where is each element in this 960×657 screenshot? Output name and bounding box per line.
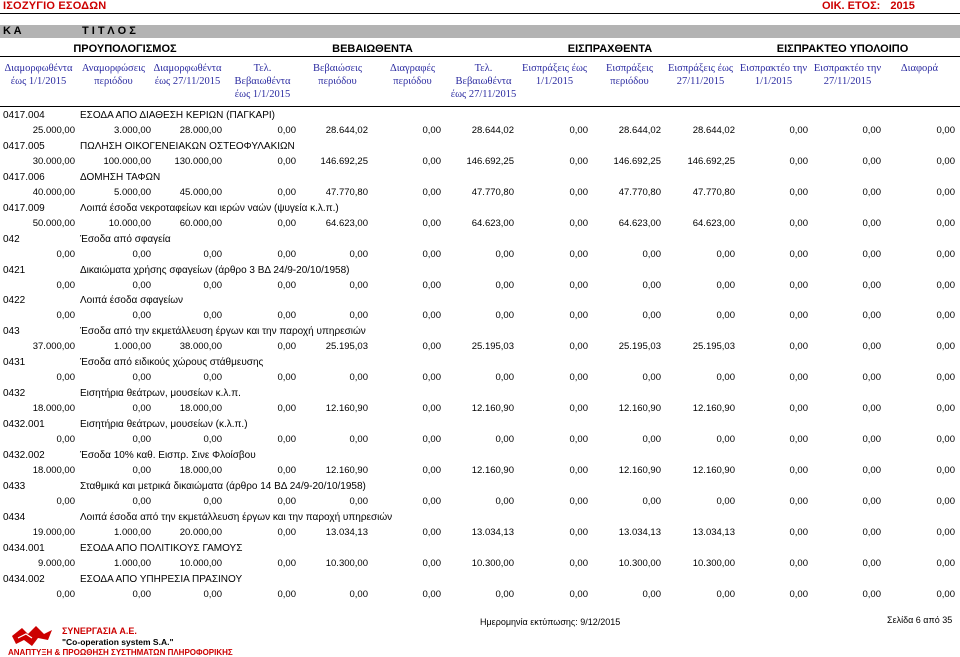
row-value: 0,00 (422, 341, 441, 353)
row-value: 0,00 (642, 248, 661, 260)
row-value: 0,00 (132, 403, 151, 415)
row-value: 0,00 (569, 217, 588, 229)
row-value: 0,00 (642, 279, 661, 291)
row-value: 0,00 (789, 495, 808, 507)
row-value: 0,00 (789, 372, 808, 384)
row-value: 100.000,00 (103, 155, 151, 167)
row-value: 0,00 (569, 125, 588, 136)
row-value: 28.644,02 (618, 125, 661, 136)
row-value: 0,00 (132, 279, 151, 291)
row-value: 0,00 (642, 588, 661, 600)
row-value: 0,00 (132, 434, 151, 445)
row-value: 0,00 (936, 125, 955, 136)
row-value: 0,00 (277, 557, 296, 569)
row-value: 0,00 (56, 310, 75, 322)
row-value: 0,00 (862, 434, 881, 445)
row-value: 0,00 (56, 434, 75, 445)
row-value: 0,00 (56, 372, 75, 384)
column-bar (0, 25, 960, 38)
row-value: 50.000,00 (32, 217, 75, 229)
row-value: 0,00 (422, 186, 441, 198)
row-description: Έσοδα από σφαγεία (80, 233, 171, 245)
report-title: ΙΣΟΖΥΓΙΟ ΕΣΟΔΩΝ (3, 0, 107, 12)
company-system: "Co-operation system S.A." (62, 637, 174, 647)
row-value: 0,00 (203, 434, 222, 445)
row-value: 0,00 (349, 279, 368, 291)
row-value: 0,00 (56, 248, 75, 260)
row-code: 0432 (3, 388, 26, 400)
row-code: 0417.004 (3, 110, 45, 121)
row-value: 0,00 (862, 495, 881, 507)
row-value: 0,00 (642, 495, 661, 507)
row-value: 0,00 (277, 155, 296, 167)
group-budget: ΠΡΟΥΠΟΛΟΓΙΣΜΟΣ (73, 43, 177, 55)
column-header: Εισπράξεις έως 1/1/2015 (521, 63, 588, 87)
row-value: 0,00 (716, 310, 735, 322)
row-description: ΕΣΟΔΑ ΑΠΟ ΥΠΗΡΕΣΙΑ ΠΡΑΣΙΝΟΥ (80, 573, 243, 585)
column-header: Διαμορφωθέντα έως 1/1/2015 (4, 63, 73, 87)
row-value: 0,00 (862, 310, 881, 322)
row-value: 45.000,00 (179, 186, 222, 198)
row-value: 0,00 (789, 279, 808, 291)
row-value: 0,00 (569, 495, 588, 507)
row-value: 28.644,02 (325, 125, 368, 136)
row-value: 0,00 (422, 155, 441, 167)
row-code: 0417.009 (3, 202, 45, 214)
row-value: 25.195,03 (325, 341, 368, 353)
row-value: 0,00 (422, 310, 441, 322)
row-value: 0,00 (495, 434, 514, 445)
row-value: 64.623,00 (692, 217, 735, 229)
group-certified: ΒΕΒΑΙΩΘΕΝΤΑ (332, 43, 413, 55)
row-value: 0,00 (936, 557, 955, 569)
row-value: 0,00 (495, 372, 514, 384)
row-value: 0,00 (495, 588, 514, 600)
row-value: 0,00 (862, 526, 881, 538)
row-value: 0,00 (277, 217, 296, 229)
row-value: 47.770,80 (325, 186, 368, 198)
row-value: 146.692,25 (466, 155, 514, 167)
row-value: 64.623,00 (471, 217, 514, 229)
row-value: 0,00 (936, 372, 955, 384)
row-value: 0,00 (422, 217, 441, 229)
row-value: 20.000,00 (179, 526, 222, 538)
row-value: 12.160,90 (471, 464, 514, 476)
row-code: 0434.002 (3, 573, 45, 585)
row-description: Έσοδα από ειδικούς χώρους στάθμευσης (80, 357, 264, 369)
row-value: 0,00 (642, 434, 661, 445)
row-value: 0,00 (203, 588, 222, 600)
row-value: 0,00 (569, 434, 588, 445)
row-value: 13.034,13 (692, 526, 735, 538)
row-value: 0,00 (862, 341, 881, 353)
row-value: 0,00 (277, 341, 296, 353)
row-value: 47.770,80 (692, 186, 735, 198)
row-value: 18.000,00 (32, 464, 75, 476)
row-value: 0,00 (789, 155, 808, 167)
row-value: 0,00 (789, 464, 808, 476)
row-description: Λοιπά έσοδα νεκροταφείων και ιερών ναών (ψυγεία κ.λ.π.) (80, 202, 339, 214)
row-value: 25.195,03 (618, 341, 661, 353)
row-value: 12.160,90 (618, 464, 661, 476)
row-value: 0,00 (422, 588, 441, 600)
row-value: 0,00 (132, 372, 151, 384)
row-value: 0,00 (132, 495, 151, 507)
row-value: 146.692,25 (613, 155, 661, 167)
row-description: ΕΣΟΔΑ ΑΠΟ ΠΟΛΙΤΙΚΟΥΣ ΓΑΜΟΥΣ (80, 542, 243, 554)
row-description: Δικαιώματα χρήσης σφαγείων (άρθρο 3 ΒΔ 24/9-20/10/1958) (80, 264, 350, 276)
row-value: 0,00 (203, 279, 222, 291)
row-description: Σταθμικά και μετρικά δικαιώματα (άρθρο 14 ΒΔ 24/9-20/10/1958) (80, 480, 366, 492)
column-header: Εισπράξεις έως 27/11/2015 (667, 63, 734, 87)
column-header: Εισπράξεις περιόδου (605, 63, 653, 87)
row-value: 37.000,00 (32, 341, 75, 353)
row-value: 64.623,00 (618, 217, 661, 229)
row-value: 0,00 (495, 495, 514, 507)
row-value: 0,00 (203, 248, 222, 260)
row-value: 18.000,00 (32, 403, 75, 415)
row-value: 0,00 (862, 557, 881, 569)
row-value: 146.692,25 (320, 155, 368, 167)
row-value: 0,00 (862, 372, 881, 384)
row-code: 043 (3, 326, 20, 338)
row-description: Έσοδα 10% καθ. Εισπρ. Σινε Φλοίσβου (80, 449, 256, 461)
row-value: 0,00 (277, 588, 296, 600)
row-value: 0,00 (495, 279, 514, 291)
row-value: 0,00 (936, 341, 955, 353)
row-value: 0,00 (936, 217, 955, 229)
row-value: 0,00 (277, 464, 296, 476)
row-value: 0,00 (56, 495, 75, 507)
row-description: Λοιπά έσοδα σφαγείων (80, 295, 184, 307)
row-value: 1.000,00 (114, 557, 151, 569)
row-value: 0,00 (56, 588, 75, 600)
row-value: 0,00 (936, 155, 955, 167)
row-value: 0,00 (132, 588, 151, 600)
row-value: 0,00 (936, 403, 955, 415)
row-value: 10.000,00 (179, 557, 222, 569)
row-value: 0,00 (422, 248, 441, 260)
row-code: 0432.001 (3, 419, 45, 430)
row-value: 0,00 (936, 588, 955, 600)
column-header: Εισπρακτέο την 1/1/2015 (739, 63, 808, 87)
row-value: 12.160,90 (692, 403, 735, 415)
row-value: 12.160,90 (471, 403, 514, 415)
row-value: 18.000,00 (179, 464, 222, 476)
row-value: 0,00 (495, 248, 514, 260)
row-code: 0434.001 (3, 542, 45, 554)
row-description: ΕΣΟΔΑ ΑΠΟ ΔΙΑΘΕΣΗ ΚΕΡΙΩΝ (ΠΑΓΚΑΡΙ) (80, 110, 275, 121)
row-value: 0,00 (569, 464, 588, 476)
row-value: 0,00 (277, 279, 296, 291)
row-value: 12.160,90 (618, 403, 661, 415)
print-date: Ημερομηνία εκτύπωσης: 9/12/2015 (480, 617, 621, 627)
row-code: 0431 (3, 357, 26, 369)
row-value: 0,00 (422, 464, 441, 476)
row-value: 0,00 (789, 341, 808, 353)
row-value: 0,00 (349, 372, 368, 384)
row-value: 0,00 (349, 495, 368, 507)
row-value: 0,00 (862, 464, 881, 476)
row-value: 3.000,00 (114, 125, 151, 136)
row-value: 0,00 (349, 310, 368, 322)
row-code: 0432.002 (3, 449, 45, 461)
row-value: 0,00 (716, 372, 735, 384)
column-header: Διαφορά (900, 63, 939, 74)
row-code: 0434 (3, 511, 26, 523)
row-value: 12.160,90 (325, 403, 368, 415)
row-value: 0,00 (203, 372, 222, 384)
row-code: 0417.006 (3, 171, 45, 183)
row-code: 0417.005 (3, 140, 45, 152)
row-value: 13.034,13 (325, 526, 368, 538)
row-value: 12.160,90 (325, 464, 368, 476)
row-value: 0,00 (716, 434, 735, 445)
row-description: Έσοδα από την εκμετάλλευση έργων και την παροχή υπηρεσιών (80, 326, 366, 338)
row-value: 0,00 (422, 125, 441, 136)
column-header: Τελ. Βεβαιωθέντα έως 27/11/2015 (450, 63, 517, 100)
row-value: 60.000,00 (179, 217, 222, 229)
row-value: 0,00 (789, 434, 808, 445)
row-value: 0,00 (789, 403, 808, 415)
row-value: 0,00 (936, 186, 955, 198)
row-value: 0,00 (936, 310, 955, 322)
row-value: 64.623,00 (325, 217, 368, 229)
row-value: 0,00 (789, 217, 808, 229)
row-value: 0,00 (862, 248, 881, 260)
row-value: 0,00 (277, 372, 296, 384)
row-value: 0,00 (277, 495, 296, 507)
ka-label: Κ Α (3, 25, 22, 37)
row-value: 9.000,00 (38, 557, 75, 569)
row-value: 0,00 (936, 434, 955, 445)
row-value: 0,00 (936, 495, 955, 507)
row-value: 0,00 (862, 186, 881, 198)
row-code: 042 (3, 233, 20, 245)
row-value: 0,00 (716, 248, 735, 260)
row-value: 0,00 (495, 310, 514, 322)
row-value: 0,00 (789, 557, 808, 569)
group-collected: ΕΙΣΠΡΑΧΘΕΝΤΑ (567, 43, 653, 55)
row-value: 0,00 (642, 310, 661, 322)
row-value: 0,00 (936, 248, 955, 260)
row-value: 0,00 (862, 155, 881, 167)
row-value: 130.000,00 (174, 155, 222, 167)
group-receivable: ΕΙΣΠΡΑΚΤΕΟ ΥΠΟΛΟΙΠΟ (776, 43, 909, 55)
row-code: 0421 (3, 264, 26, 276)
row-value: 0,00 (862, 403, 881, 415)
row-value: 0,00 (277, 434, 296, 445)
row-value: 0,00 (569, 341, 588, 353)
row-value: 0,00 (569, 186, 588, 198)
row-value: 5.000,00 (114, 186, 151, 198)
row-value: 0,00 (349, 588, 368, 600)
row-value: 0,00 (422, 495, 441, 507)
row-value: 13.034,13 (618, 526, 661, 538)
fiscal-year: ΟΙΚ. ΕΤΟΣ: 2015 (822, 0, 915, 12)
row-value: 18.000,00 (179, 403, 222, 415)
row-value: 0,00 (862, 279, 881, 291)
row-value: 0,00 (203, 310, 222, 322)
row-value: 0,00 (132, 310, 151, 322)
row-value: 0,00 (422, 403, 441, 415)
row-value: 0,00 (569, 279, 588, 291)
company-tagline: ΑΝΑΠΤΥΞΗ & ΠΡΟΩΘΗΣΗ ΣΥΣΤΗΜΑΤΩΝ ΠΛΗΡΟΦΟΡΙΚΗΣ (8, 648, 233, 657)
column-header: Βεβαιώσεις περιόδου (312, 63, 363, 87)
row-value: 0,00 (56, 279, 75, 291)
row-value: 0,00 (349, 248, 368, 260)
row-value: 0,00 (277, 310, 296, 322)
row-value: 0,00 (569, 372, 588, 384)
row-description: Εισητήρια θεάτρων, μουσείων (κ.λ.π.) (80, 419, 248, 430)
row-description: ΔΟΜΗΣΗ ΤΑΦΩΝ (80, 171, 161, 183)
row-value: 0,00 (422, 526, 441, 538)
row-description: ΠΩΛΗΣΗ ΟΙΚΟΓΕΝΕΙΑΚΩΝ ΟΣΤΕΟΦΥΛΑΚΙΩΝ (80, 140, 295, 152)
titlos-label: Τ Ι Τ Λ Ο Σ (82, 25, 136, 37)
row-value: 0,00 (936, 279, 955, 291)
row-value: 1.000,00 (114, 526, 151, 538)
row-value: 0,00 (569, 588, 588, 600)
row-value: 0,00 (789, 588, 808, 600)
row-value: 10.000,00 (108, 217, 151, 229)
row-value: 0,00 (936, 464, 955, 476)
row-value: 0,00 (203, 495, 222, 507)
header-divider (0, 106, 960, 107)
row-value: 0,00 (569, 526, 588, 538)
row-value: 0,00 (569, 557, 588, 569)
row-value: 38.000,00 (179, 341, 222, 353)
row-value: 0,00 (277, 403, 296, 415)
row-value: 0,00 (716, 279, 735, 291)
report-top-bar (0, 0, 960, 14)
column-header: Εισπρακτέο την 27/11/2015 (813, 63, 882, 87)
row-value: 28.000,00 (179, 125, 222, 136)
row-value: 0,00 (132, 464, 151, 476)
row-value: 47.770,80 (618, 186, 661, 198)
row-value: 10.300,00 (471, 557, 514, 569)
company-name: ΣΥΝΕΡΓΑΣΙΑ Α.Ε. (62, 626, 137, 636)
row-value: 0,00 (569, 403, 588, 415)
row-value: 0,00 (277, 526, 296, 538)
row-value: 19.000,00 (32, 526, 75, 538)
row-value: 40.000,00 (32, 186, 75, 198)
row-value: 25.000,00 (32, 125, 75, 136)
row-value: 30.000,00 (32, 155, 75, 167)
row-value: 10.300,00 (618, 557, 661, 569)
row-value: 10.300,00 (325, 557, 368, 569)
row-value: 25.195,03 (692, 341, 735, 353)
row-value: 0,00 (349, 434, 368, 445)
row-value: 0,00 (422, 557, 441, 569)
row-value: 28.644,02 (692, 125, 735, 136)
row-value: 0,00 (277, 125, 296, 136)
row-description: Εισητήρια θεάτρων, μουσείων κ.λ.π. (80, 388, 241, 400)
row-value: 12.160,90 (692, 464, 735, 476)
column-header: Διαμορφωθέντα έως 27/11/2015 (153, 63, 222, 87)
row-value: 0,00 (569, 248, 588, 260)
row-value: 0,00 (422, 372, 441, 384)
row-value: 0,00 (862, 217, 881, 229)
row-value: 0,00 (132, 248, 151, 260)
group-divider (0, 56, 960, 57)
row-value: 0,00 (277, 248, 296, 260)
column-header: Διαγραφές περιόδου (389, 63, 436, 87)
row-value: 0,00 (716, 495, 735, 507)
row-value: 0,00 (716, 588, 735, 600)
row-description: Λοιπά έσοδα από την εκμετάλλευση έργων και την παροχή υπηρεσιών (80, 511, 393, 523)
page-number: Σελίδα 6 από 35 (887, 615, 953, 625)
row-value: 146.692,25 (687, 155, 735, 167)
row-value: 0,00 (936, 526, 955, 538)
row-value: 0,00 (422, 279, 441, 291)
column-header: Τελ. Βεβαιωθέντα έως 1/1/2015 (234, 63, 291, 100)
row-value: 47.770,80 (471, 186, 514, 198)
row-value: 0,00 (569, 155, 588, 167)
row-value: 28.644,02 (471, 125, 514, 136)
row-value: 0,00 (789, 248, 808, 260)
row-value: 0,00 (789, 186, 808, 198)
row-value: 0,00 (277, 186, 296, 198)
row-value: 0,00 (862, 125, 881, 136)
row-value: 0,00 (789, 526, 808, 538)
row-value: 0,00 (569, 310, 588, 322)
row-value: 0,00 (789, 125, 808, 136)
row-value: 1.000,00 (114, 341, 151, 353)
row-value: 25.195,03 (471, 341, 514, 353)
row-value: 0,00 (862, 588, 881, 600)
row-value: 0,00 (642, 372, 661, 384)
row-code: 0433 (3, 480, 26, 492)
column-header: Αναμορφώσεις περιόδου (81, 63, 146, 87)
row-value: 10.300,00 (692, 557, 735, 569)
row-value: 0,00 (789, 310, 808, 322)
row-value: 0,00 (422, 434, 441, 445)
row-value: 13.034,13 (471, 526, 514, 538)
row-code: 0422 (3, 295, 26, 307)
